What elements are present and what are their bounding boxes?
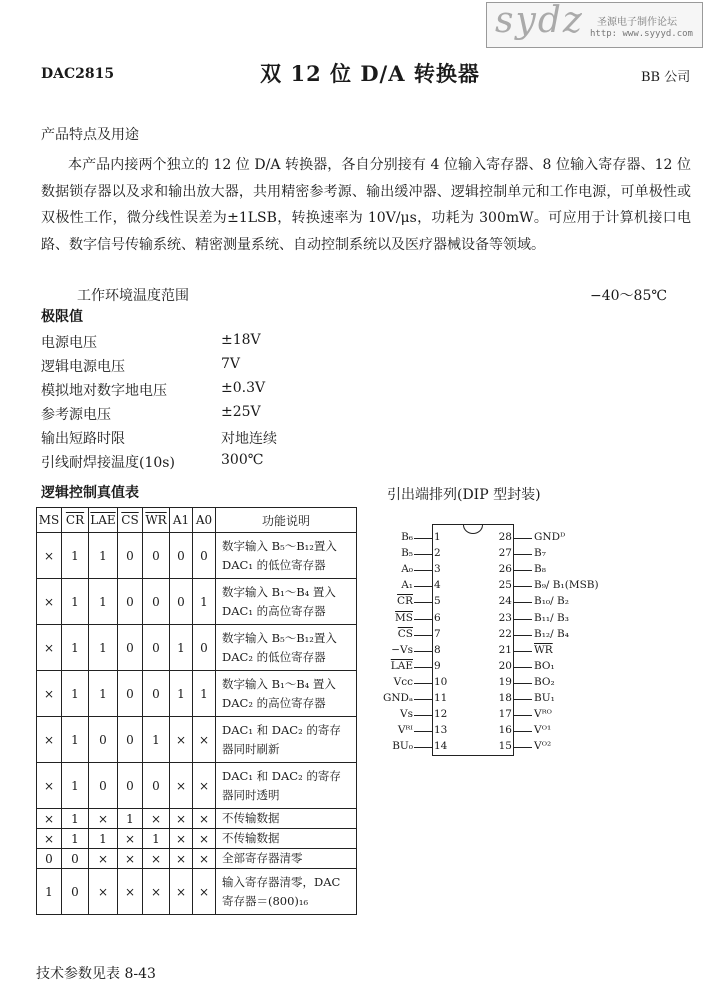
pin-number-right: 16 [498,724,512,737]
truth-table-cell: 1 [193,671,216,717]
function-description-line: 数字输入 B₁～B₄ 置入 [222,676,336,691]
pin-lead [414,699,432,700]
function-description-line: 寄存器＝(800)₁₆ [222,893,309,908]
pin-lead [414,651,432,652]
truth-table-cell: 0 [143,579,170,625]
truth-table-cell: 0 [143,671,170,717]
truth-table-cell: 0 [37,849,62,869]
package-notch [463,516,483,534]
pin-name-left: $\overline{CS}$ [397,627,413,640]
pin-name-right: BO₁ [534,659,555,672]
truth-table-cell: × [170,849,193,869]
truth-table-cell: × [170,829,193,849]
pin-number-right: 20 [498,659,512,672]
pin-number-left: 1 [434,531,441,543]
pin-lead [414,635,432,636]
truth-table-cell: × [37,579,62,625]
function-description [216,849,357,869]
pin-number-right: 25 [498,579,512,592]
truth-table-cell: × [170,717,193,763]
truth-table-cell: 1 [170,625,193,671]
col-lae: $\overline{LAE}$ [89,508,118,533]
pin-lead [514,715,532,716]
rating-label: 电源电压 [41,335,97,351]
truth-table-cell: × [193,809,216,829]
pin-number-right: 22 [498,627,512,640]
pin-name-left: A₁ [401,579,413,592]
rating-label: 模拟地对数字地电压 [41,383,167,399]
function-description [216,829,357,849]
pin-name-right: B₁₂/ B₄ [534,627,569,640]
pin-number-left: 2 [434,547,441,560]
pin-lead [414,731,432,732]
pin-number-right: 24 [498,595,512,608]
pin-lead [414,538,432,539]
truth-table-cell: 0 [118,533,143,579]
col-cs: $\overline{CS}$ [118,508,143,533]
pin-number-right: 18 [498,692,512,704]
truth-table-cell: 1 [89,533,118,579]
pin-number-right: 26 [498,563,512,576]
rating-value: ±25V [221,404,261,420]
rating-value: 7V [221,356,241,372]
truth-table-cell: 0 [118,625,143,671]
truth-table-cell: × [193,849,216,869]
truth-table-cell: × [143,809,170,829]
pin-number-left: 12 [434,708,448,721]
truth-table-cell: 1 [62,579,89,625]
function-description [216,671,357,717]
function-description-line: 器同时透明 [222,787,280,802]
pin-name-right: B₁₁/ B₃ [534,611,569,624]
truth-table-cell: 1 [89,579,118,625]
function-description-line: 全部寄存器清零 [222,851,303,865]
truth-table-cell: × [37,717,62,763]
pin-lead [514,619,532,620]
function-description [216,763,357,809]
rating-row [41,332,261,352]
truth-table-cell: 1 [89,829,118,849]
truth-table-cell: × [193,829,216,849]
pin-number-left: 13 [434,724,448,737]
rating-label: 输出短路时限 [41,431,125,447]
logo-url: http: www.syyyd.com [590,29,693,39]
pin-lead [514,554,532,555]
function-description-line: DAC₁ 和 DAC₂ 的寄存 [222,768,341,783]
truth-table-cell: 1 [62,809,89,829]
pin-lead [414,586,432,587]
pin-number-left: 11 [434,692,448,704]
function-description-line: 数字输入 B₁～B₄ 置入 [222,584,336,599]
pin-name-right: Vᴼ² [534,740,552,753]
truth-table-row [37,671,357,717]
truth-table-row [37,533,357,579]
manufacturer: BB 公司 [641,70,691,85]
truth-table-cell: × [89,869,118,915]
pin-lead [514,586,532,587]
truth-table-row [37,809,357,829]
truth-table-cell: 1 [143,829,170,849]
truth-table-cell: 0 [118,717,143,763]
pin-lead [514,667,532,668]
truth-table-cell: × [193,869,216,915]
rating-value: ±18V [221,332,261,348]
function-description-line: DAC₁ 和 DAC₂ 的寄存 [222,722,341,737]
pin-name-left: GNDₐ [382,692,413,704]
function-description [216,625,357,671]
pin-number-left: 6 [434,611,441,624]
function-description [216,579,357,625]
pin-lead [414,667,432,668]
truth-table-row [37,829,357,849]
truth-table-cell: × [143,849,170,869]
truth-table-cell: 0 [62,849,89,869]
truth-table-cell: × [37,763,62,809]
site-watermark-logo [486,2,703,48]
truth-table-cell: 1 [62,625,89,671]
col-cr: $\overline{CR}$ [62,508,89,533]
truth-table-cell: 0 [143,763,170,809]
pin-lead [414,747,432,748]
truth-table-heading: 逻辑控制真值表 [41,485,139,501]
pin-name-right: GNDᴰ [534,531,566,543]
truth-table-cell: 1 [62,717,89,763]
truth-table-cell: 0 [143,625,170,671]
function-description-line: DAC₁ 的高位寄存器 [222,603,326,618]
function-description-line: DAC₂ 的高位寄存器 [222,695,326,710]
truth-table-row [37,869,357,915]
truth-table-cell: 0 [170,579,193,625]
pin-lead [414,554,432,555]
pin-name-left: Vcc [393,675,413,688]
function-description-line: 不传输数据 [222,831,280,845]
pin-number-right: 28 [498,531,512,543]
pin-lead [514,683,532,684]
pin-lead [514,651,532,652]
pin-number-right: 15 [498,740,512,753]
pin-name-left: $\overline{CR}$ [397,595,413,608]
truth-table-cell: 0 [118,671,143,717]
pin-number-right: 21 [498,643,512,656]
function-description [216,809,357,829]
pin-name-left: −Vs [391,643,413,656]
truth-table-cell: 0 [193,625,216,671]
truth-table-cell: 0 [118,579,143,625]
pin-name-right: Vᴼ¹ [534,724,552,737]
part-number: DAC2815 [41,66,115,82]
truth-table-cell: 1 [62,533,89,579]
truth-table-cell: 0 [143,533,170,579]
pin-number-left: 8 [434,643,441,656]
col-wr: $\overline{WR}$ [143,508,170,533]
truth-table-cell: × [118,869,143,915]
truth-table-row [37,849,357,869]
rating-row [41,428,277,448]
rating-value: ±0.3V [221,380,266,396]
truth-table-cell: × [170,763,193,809]
pin-number-right: 17 [498,708,512,721]
pin-number-left: 10 [434,675,448,688]
truth-table-row [37,579,357,625]
truth-table-cell: 1 [89,625,118,671]
rating-value: 对地连续 [221,431,277,447]
truth-table-cell: 0 [193,533,216,579]
truth-table-cell: × [193,763,216,809]
pin-lead [514,635,532,636]
pin-number-left: 9 [434,659,441,672]
rating-label: 引线耐焊接温度(10s) [41,455,175,471]
pin-number-left: 14 [434,740,448,753]
function-description [216,533,357,579]
truth-table-cell: 0 [118,763,143,809]
pin-name-left: BU₀ [392,740,413,753]
function-description [216,717,357,763]
truth-table-cell: × [118,829,143,849]
truth-table-cell: 0 [62,869,89,915]
pin-name-left: B₆ [401,531,413,543]
truth-table-cell: 1 [89,671,118,717]
truth-table-cell: 1 [62,671,89,717]
truth-table [36,507,357,915]
truth-table-cell: × [170,809,193,829]
pin-name-right: $\overline{WR}$ [534,643,553,656]
function-description-line: 数字输入 B₅～B₁₂置入 [222,538,337,553]
truth-table-cell: 1 [62,763,89,809]
truth-table-cell: × [118,849,143,869]
function-description-line: DAC₂ 的低位寄存器 [222,649,326,664]
rating-row [41,356,241,376]
pin-lead [414,683,432,684]
pin-number-left: 3 [434,563,441,576]
truth-table-cell: 1 [170,671,193,717]
rating-label: 逻辑电源电压 [41,359,125,375]
pin-lead [514,747,532,748]
truth-table-header-row [37,508,357,533]
page-title: 双 12 位 D/A 转换器 [260,61,480,86]
truth-table-cell: 0 [89,763,118,809]
truth-table-cell: 1 [143,717,170,763]
truth-table-cell: × [170,869,193,915]
pin-number-left: 4 [434,579,441,592]
truth-table-cell: 0 [170,533,193,579]
col-function: 功能说明 [216,508,357,533]
pin-name-left: $\overline{MS}$ [395,611,413,624]
truth-table-cell: 0 [89,717,118,763]
truth-table-cell: 1 [193,579,216,625]
pin-number-left: 7 [434,627,441,640]
pin-name-right: B₁₀/ B₂ [534,595,569,608]
pin-name-right: Vᴿᴼ [534,708,552,721]
truth-table-cell: 1 [37,869,62,915]
function-description [216,869,357,915]
truth-table-cell: × [37,533,62,579]
logo-mark: sydz [495,0,584,41]
col-a1: A1 [170,508,193,533]
truth-table-row [37,717,357,763]
rating-label: 参考源电压 [41,407,111,423]
pin-name-right: B₇ [534,547,546,560]
pin-lead [414,570,432,571]
function-description-line: 器同时刷新 [222,741,280,756]
logo-site-name: 圣源电子制作论坛 [597,17,677,28]
pin-name-left: B₅ [401,547,413,560]
truth-table-row [37,625,357,671]
pin-name-left: $\overline{LAE}$ [390,659,413,672]
pin-lead [414,602,432,603]
truth-table-cell: × [89,809,118,829]
truth-table-cell: × [89,849,118,869]
temperature-value: −40～85℃ [590,288,668,304]
pin-name-right: BU₁ [534,692,555,704]
rating-value: 300℃ [221,452,264,468]
temperature-label: 工作环境温度范围 [77,288,189,304]
truth-table-cell: × [193,717,216,763]
pinout-heading: 引出端排列(DIP 型封装) [387,487,541,503]
truth-table-row [37,763,357,809]
features-paragraph: 本产品内接两个独立的 12 位 D/A 转换器，各自分别接有 4 位输入寄存器、8 位输入寄存器、12 位数据锁存器以及求和输出放大器，共用精密参考源、输出缓冲器、逻辑控制单元和工作电源，可单极性或双极性工作，微分线性误差为±1LSB，转换速率为 10V/μs，功耗为 300mW。可应用于计算机接口电路、数字信号传输系统、精密测量系统、自动控制系统以及医疗器械设备等领域。 [41,157,691,253]
ratings-heading: 极限值 [41,309,83,325]
rating-row [41,452,264,472]
pin-lead [514,731,532,732]
pin-name-right: B₉/ B₁(MSB) [534,579,599,592]
function-description-line: 输入寄存器清零，DAC [222,874,341,889]
pin-lead [414,715,432,716]
footnote: 技术参数见表 8-43 [36,966,156,982]
pin-lead [514,570,532,571]
truth-table-cell: × [37,625,62,671]
truth-table-cell: 1 [118,809,143,829]
rating-row [41,380,266,400]
pin-lead [414,619,432,620]
pin-number-right: 19 [498,675,512,688]
pin-name-left: Vᴿᴵ [397,724,413,737]
pin-number-right: 23 [498,611,512,624]
function-description-line: DAC₁ 的低位寄存器 [222,557,326,572]
truth-table-cell: × [37,809,62,829]
col-ms: MS [37,508,62,533]
pin-number-right: 27 [498,547,512,560]
pin-name-left: A₀ [401,563,413,576]
features-heading: 产品特点及用途 [41,127,139,143]
pin-lead [514,538,532,539]
truth-table-cell: × [37,829,62,849]
function-description-line: 数字输入 B₅～B₁₂置入 [222,630,337,645]
pin-lead [514,699,532,700]
pin-name-right: BO₂ [534,675,555,688]
pin-name-left: Vs [400,708,413,721]
rating-row [41,404,261,424]
pin-number-left: 5 [434,595,441,608]
function-description-line: 不传输数据 [222,811,280,825]
pin-name-right: B₈ [534,563,546,576]
truth-table-cell: × [37,671,62,717]
truth-table-cell: × [143,869,170,915]
col-a0: A0 [193,508,216,533]
pin-lead [514,602,532,603]
truth-table-cell: 1 [62,829,89,849]
